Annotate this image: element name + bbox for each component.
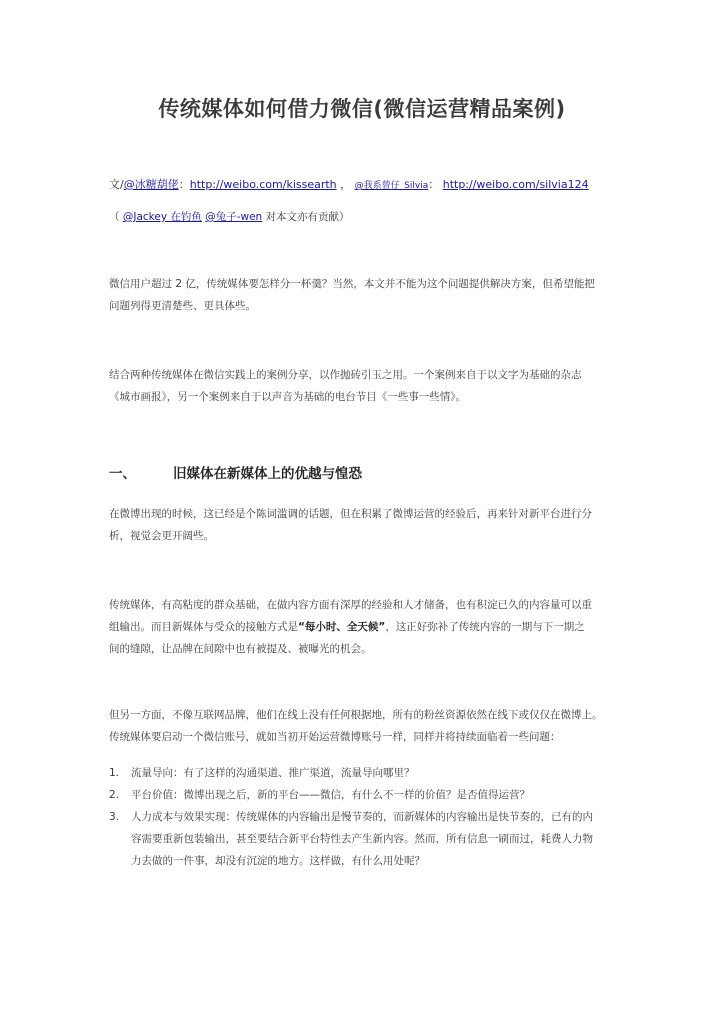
paragraph-line: 但另一方面，不像互联网品牌，他们在线上没有任何根据地，所有的粉丝资源依然在线下或仅仅在微博上。 xyxy=(109,709,603,721)
credit-link-jackey[interactable]: @Jackey 在钓鱼 xyxy=(122,211,202,223)
byline-colon-2: ： xyxy=(428,178,440,191)
credits-line xyxy=(109,209,350,224)
paragraph-line: 传统媒体要启动一个微信账号，就如当初开始运营微博账号一样，同样并将持续面临着一些问题： xyxy=(109,731,561,743)
paragraph-line: 在微博出现的时候，这已经是个陈词滥调的话题，但在积累了微博运营的经验后，再来针对新平台进行分 xyxy=(109,508,592,520)
paragraph-line: 结合两种传统媒体在微信实践上的案例分享，以作抛砖引玉之用。一个案例来自于以文字为基础的杂志 xyxy=(109,369,582,381)
list-number: 3. xyxy=(109,811,120,823)
paragraph-line: 问题列得更清楚些、更具体些。 xyxy=(109,300,256,312)
paragraph-line: 传统媒体，有高粘度的群众基础，在做内容方面有深厚的经验和人才储备，也有积淀已久的内容量可以重 xyxy=(109,599,592,611)
paragraph-line: 《城市画报》，另一个案例来自于以声音为基础的电台节目《一些事一些情》。 xyxy=(109,391,466,403)
paragraph-2 xyxy=(109,364,621,408)
document-title: 传统媒体如何借力微信(微信运营精品案例) xyxy=(158,97,566,121)
byline-prefix: 文/ xyxy=(109,178,124,191)
author1-link[interactable]: @冰糖葫佬 xyxy=(123,178,179,191)
text-run: 组输出。而目新媒体与受众的接触方式是 xyxy=(109,621,298,633)
list-number: 1. xyxy=(109,767,120,779)
paragraph-1 xyxy=(109,273,621,317)
issues-list xyxy=(109,762,621,872)
url1-link[interactable]: http://weibo.com/kissearth xyxy=(189,178,337,191)
list-item xyxy=(109,762,621,784)
url2-link[interactable]: http://weibo.com/silvia124 xyxy=(442,178,589,191)
credits-open: （ xyxy=(109,211,120,223)
credits-suffix: 对本文亦有贡献） xyxy=(265,211,350,223)
paragraph-4 xyxy=(109,594,621,660)
paragraph-line xyxy=(109,616,621,638)
credit-link-tuzi[interactable]: @兔子-wen xyxy=(205,211,263,223)
paragraph-line: 间的缝隙，让品牌在间隙中也有被提及、被曝光的机会。 xyxy=(109,643,372,655)
text-run: ，这正好弥补了传统内容的一期与下一期之 xyxy=(385,621,585,633)
section-number: 一、 xyxy=(109,466,136,482)
section-heading-1 xyxy=(109,462,362,482)
paragraph-line: 微信用户超过 2 亿，传统媒体要怎样分一杯羹？当然，本文并不能为这个问题提供解决方案，但希望能把 xyxy=(109,278,595,290)
emphasis-text: “每小时、全天候” xyxy=(298,621,386,633)
list-item xyxy=(109,784,621,806)
paragraph-line: 析，视觉会更开阔些。 xyxy=(109,530,214,542)
byline xyxy=(109,176,589,192)
list-item-line: 人力成本与效果实现：传统媒体的内容输出是慢节奏的，而新媒体的内容输出是快节奏的，已有的内 xyxy=(131,811,593,823)
paragraph-5 xyxy=(109,704,621,748)
paragraph-3 xyxy=(109,503,621,547)
list-item-line: 平台价值：微博出现之后，新的平台——微信，有什么不一样的价值？是否值得运营？ xyxy=(131,789,530,801)
list-item-line: 容需要重新包装输出，甚至要结合新平台特性去产生新内容。然而，所有信息一刷而过，耗费人力物 xyxy=(131,833,593,845)
list-item-line: 流量导向：有了这样的沟通渠道、推广渠道，流量导向哪里？ xyxy=(131,767,415,779)
list-number: 2. xyxy=(109,789,120,801)
section-title: 旧媒体在新媒体上的优越与惶恐 xyxy=(173,466,362,482)
list-item-line: 力去做的一件事，却没有沉淀的地方。这样做，有什么用处呢？ xyxy=(131,855,425,867)
byline-colon-1: ： xyxy=(178,178,190,191)
author2-link[interactable]: @我系曾仔_Silvia xyxy=(354,181,429,191)
byline-separator: ， xyxy=(340,178,352,191)
list-item xyxy=(109,806,621,872)
